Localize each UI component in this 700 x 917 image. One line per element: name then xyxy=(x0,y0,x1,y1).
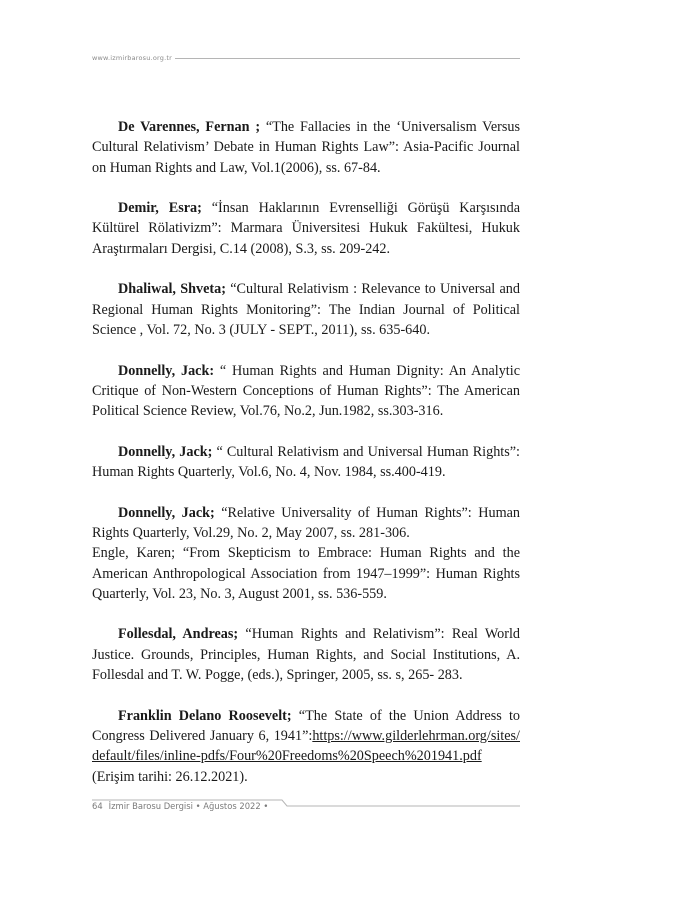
entry-author: Donnelly, Jack; xyxy=(118,443,213,460)
entry-text: “The Fallacies in the ‘Universalism Versus Cultural Relativism’ Debate in Human Rights Law”: Asia-Pacific Journal on Human Rights and Law, Vol.1(2006), ss. 67-84. xyxy=(92,119,520,176)
entry-text: “Human Rights and Relativism”: Real World Justice. Grounds, Principles, Human Rights, and Social Institutions, A. Follesdal and T. W. Pogge, (eds.), Springer, 2005, ss. s, 265- 283. xyxy=(92,626,520,684)
bibliography-entry xyxy=(92,279,520,340)
entry-author: Demir, Esra; xyxy=(118,200,202,217)
page-header xyxy=(92,54,520,62)
bibliography-entry xyxy=(92,442,520,483)
footer-label xyxy=(92,801,268,811)
entry-text: “ Cultural Relativism and Universal Human Rights”: Human Rights Quarterly, Vol.6, No. 4, Nov. 1984, ss.400-419. xyxy=(92,443,520,481)
entry-text: “The State of the Union Address to Congress Delivered January 6, 1941”: xyxy=(92,707,520,744)
entry-text: “Relative Universality of Human Rights”: Human Rights Quarterly, Vol.29, No. 2, May 2007, ss. 281-306. xyxy=(92,504,520,541)
entry-text: “İnsan Haklarının Evrenselliği Görüşü Karşısında Kültürel Rölativizm”: Marmara Üniversitesi Hukuk Fakültesi, Hukuk Araştırmaları Dergisi, C.14 (2008), S.3, ss. 209-242. xyxy=(92,200,520,257)
entry-url-link[interactable]: https:/​/​www.gilderlehrman.org/​sites/​default/​files/​inline-pdfs/​Four%20Freedoms%20Speech%201941.pdf xyxy=(92,727,520,765)
header-url: www.izmirbarosu.org.tr xyxy=(92,54,172,62)
entry-text: “Cultural Relativism : Relevance to Universal and Regional Human Rights Monitoring”: The Indian Journal of Political Science , Vol. 72, No. 3 (JULY - SEPT., 2011), ss. 635-640. xyxy=(92,281,520,338)
entry-author: De Varennes, Fernan ; xyxy=(118,119,261,135)
bibliography xyxy=(92,117,520,807)
bibliography-entry xyxy=(92,361,520,422)
bibliography-entry xyxy=(92,503,520,544)
bibliography-entry xyxy=(92,198,520,259)
entry-text: Engle, Karen; “From Skepticism to Embrace: Human Rights and the American Anthropological Association from 1947–1999”: Human Rights Quarterly, Vol. 23, No. 3, August 2001, ss. 536-559. xyxy=(92,545,520,602)
header-rule xyxy=(175,58,520,59)
journal-title: İzmir Barosu Dergisi • Ağustos 2022 • xyxy=(108,801,269,811)
bibliography-entry xyxy=(92,624,520,685)
entry-author: Donnelly, Jack; xyxy=(118,504,215,521)
page-footer xyxy=(92,799,520,815)
bibliography-entry xyxy=(92,117,520,178)
bibliography-entry xyxy=(92,706,520,787)
entry-author: Dhaliwal, Shveta; xyxy=(118,281,226,298)
entry-author: Donnelly, Jack: xyxy=(118,362,215,379)
bibliography-entry xyxy=(92,543,520,604)
entry-author: Follesdal, Andreas; xyxy=(118,626,239,643)
entry-author: Franklin Delano Roosevelt; xyxy=(118,707,292,724)
entry-text: “ Human Rights and Human Dignity: An Analytic Critique of Non-Western Conceptions of Human Rights”: The American Political Science Review, Vol.76, No.2, Jun.1982, ss.303-316. xyxy=(92,362,520,420)
entry-access-date: (Erişim tarihi: 26.12.2021). xyxy=(92,768,248,785)
page-number: 64 xyxy=(92,801,103,811)
